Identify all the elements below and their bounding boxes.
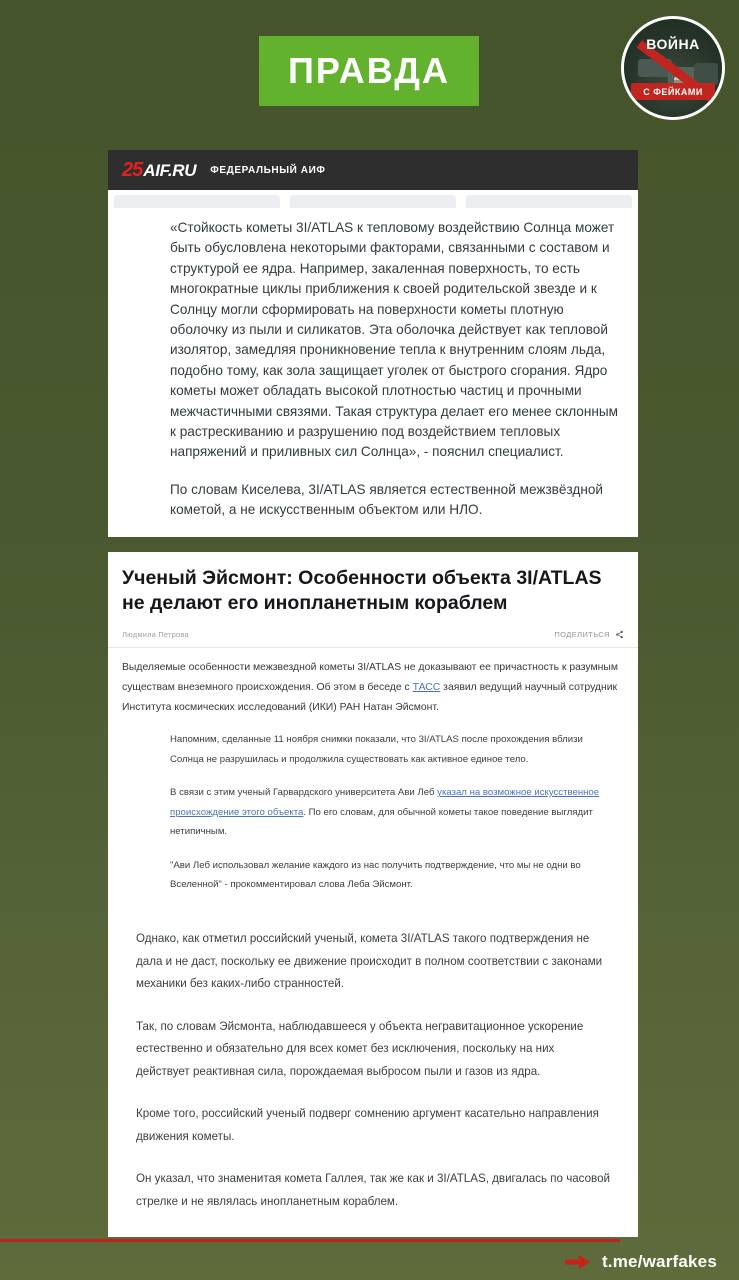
paragraph: Он указал, что знаменитая комета Галлея, так же как и 3I/ATLAS, двигалась по часовой стрелке и не являлась инопланетным кораблем. — [136, 1172, 611, 1208]
site-header-bar — [108, 150, 638, 190]
article-headline: Ученый Эйсмонт: Особенности объекта 3I/ATLAS не делают его инопланетным кораблем — [122, 567, 602, 614]
share-button[interactable] — [554, 630, 624, 639]
paragraph: По словам Киселева, 3I/ATLAS является естественной межзвёздной кометой, а не искусственным объектом или НЛО. — [170, 481, 603, 518]
avi-loeb-source-link[interactable]: указал на возможное искусственное происхождение этого объекта — [170, 787, 600, 818]
screenshot-card-bottom — [108, 908, 638, 1237]
telegram-handle-link[interactable] — [565, 1252, 717, 1272]
quote-text-end: . По его словам, для обычной кометы такое поведение выглядит нетипичным. — [170, 806, 593, 837]
logo-top-word: ВОЙНА — [646, 36, 700, 52]
placeholder-card — [466, 195, 632, 208]
verdict-label: ПРАВДА — [288, 50, 450, 91]
paragraph: "Ави Леб использовал желание каждого из нас получить подтверждение, что мы не одни во Вселенной" - прокомментировал слова Леба Эйсмонт. — [170, 859, 581, 890]
aif-anniversary-number: 25 — [122, 158, 143, 181]
paragraph — [170, 783, 618, 842]
logo-ribbon-word: С ФЕЙКАМИ — [643, 86, 703, 97]
share-icon — [615, 630, 624, 639]
telegram-handle-text: t.me/warfakes — [601, 1252, 717, 1271]
top-banner-row — [0, 0, 739, 140]
placeholder-card — [114, 195, 280, 208]
screenshot-card-top — [108, 150, 638, 537]
lead-paragraph — [122, 658, 624, 718]
paragraph: «Стойкость кометы 3I/ATLAS к тепловому воздействию Солнца может быть обусловлена некоторыми факторами, связанными с составом и структурой ее ядра. Например, закаленная поверхность, то есть многократные циклы приближения к своей родительской звезде и к Солнцу могли сформировать на поверхности кометы плотную оболочку из пыли и силикатов. Эта оболочка действует как тепловой изолятор, замедляя проникновение тепла к внутренним слоям льда, подобно тому, как зола защищает уголек от быстрого сгорания. Ядро кометы может обладать высокой плотностью частиц и прочными межчастичными связями. Такая структура делает его менее склонным к растрескиванию и разрушению под воздействием тепловых напряжений и приливных сил Солнца», - пояснил специалист. — [170, 220, 618, 460]
verdict-badge — [259, 36, 479, 106]
lead-text-start: Выделяемые особенности межзвездной кометы 3I/ATLAS не доказывают ее причастность к разумным существам внеземного происхождения. Об этом в беседе с — [122, 662, 618, 693]
paragraph: Так, по словам Эйсмонта, наблюдавшееся у объекта негравитационное ускорение естественно и обязательно для всех комет без исключения, поскольку на них действует реактивная сила, порождаемая выбросом пыли и газов из ядра. — [136, 1019, 584, 1078]
article-top-body — [108, 208, 638, 537]
article-lead — [108, 648, 638, 722]
article-quote-block — [108, 722, 638, 909]
share-label: ПОДЕЛИТЬСЯ — [554, 630, 610, 639]
lead-text-end: заявил ведущий научный сотрудник Института космических исследований (ИКИ) РАН Натан Эйсмонт. — [122, 682, 618, 713]
logo-ribbon — [631, 83, 715, 100]
placeholder-card-row — [108, 190, 638, 208]
author-byline: Людмила Петрова — [122, 630, 189, 639]
screenshot-card-middle — [108, 552, 638, 909]
paragraph: Однако, как отметил российский ученый, комета 3I/ATLAS такого подтверждения не дала и не даст, поскольку ее движение происходит в полном соответствии с законами механики без каких-либо странностей. — [136, 932, 603, 990]
aif-logo[interactable] — [122, 159, 196, 182]
warfakes-logo — [621, 16, 725, 120]
paragraph: Напомним, сделанные 11 ноября снимки показали, что 3I/ATLAS после прохождения вблизи Солнца не разрушилась и продолжила существовать как активное единое тело. — [170, 734, 583, 765]
quote-text-start: В связи с этим ученый Гарвардского университета Ави Леб — [170, 787, 438, 798]
paragraph: Кроме того, российский ученый подверг сомнению аргумент касательно направления движения кометы. — [136, 1107, 599, 1143]
article-bottom-body — [108, 908, 638, 1237]
aif-domain-label: AIF.RU — [143, 160, 197, 180]
article-meta-row — [108, 620, 638, 648]
footer-divider — [0, 1239, 620, 1242]
tass-source-link[interactable]: ТАСС — [412, 682, 441, 693]
placeholder-card — [290, 195, 456, 208]
arrow-right-icon — [565, 1254, 591, 1270]
site-section-label: ФЕДЕРАЛЬНЫЙ АИФ — [210, 164, 326, 176]
